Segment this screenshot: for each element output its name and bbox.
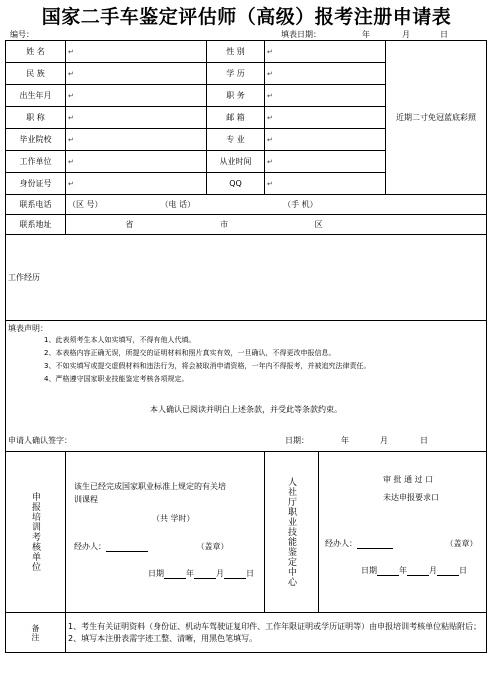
address-district: 区 <box>314 220 323 229</box>
photo-note: 近期二寸免冠蓝底彩照 <box>396 113 476 122</box>
training-handler-label: 经办人： <box>74 542 106 551</box>
decl-month: 月 <box>380 436 388 445</box>
input-phone[interactable] <box>66 195 487 215</box>
center-year: 年 <box>399 566 407 575</box>
label-birth: 出生年月 <box>6 85 66 107</box>
input-mail[interactable]: ↵ <box>265 107 386 129</box>
input-title-rank[interactable]: ↵ <box>66 107 207 129</box>
fill-date-year: 年 <box>362 30 370 39</box>
input-employer[interactable]: ↵ <box>66 151 207 173</box>
label-mail: 邮 箱 <box>207 107 265 129</box>
form-title: 国家二手车鉴定评估师（高级）报考注册申请表 <box>41 6 452 28</box>
registration-form <box>5 40 487 653</box>
notes-line-2: 2、填写本注册表需字迹工整、清晰，用黑色笔填写。 <box>68 633 258 643</box>
notes-label: 备注 <box>31 623 40 642</box>
training-text-1: 该生已经完成国家职业标准上规定的有关培 <box>74 482 226 491</box>
notes-line-1: 1、考生有关证明资料（身份证、机动车驾驶证复印件、工作年限证明或学历证明等）由申报培训考核单位粘贴附后； <box>68 621 482 631</box>
input-ethnicity[interactable]: ↵ <box>66 63 207 85</box>
notes-label-cell <box>6 613 66 653</box>
work-exp-label: 工作经历 <box>8 273 40 282</box>
phone-mobile: （手 机） <box>283 200 318 209</box>
training-day: 日 <box>246 569 254 578</box>
training-handler-line[interactable] <box>106 542 148 552</box>
work-experience-cell[interactable] <box>6 235 487 321</box>
label-title-rank: 职 称 <box>6 107 66 129</box>
label-gender: 性 别 <box>207 41 265 63</box>
sign-label: 申请人确认签字： <box>8 436 72 445</box>
center-seal: （盖章） <box>445 539 478 548</box>
input-address[interactable] <box>66 215 487 235</box>
center-month: 月 <box>429 566 437 575</box>
decl-date-label: 日期： <box>285 436 309 445</box>
training-unit-label-cell <box>6 452 66 613</box>
input-qq[interactable]: ↵ <box>265 173 386 195</box>
training-unit-label: 申报培训考核单位 <box>30 492 40 572</box>
label-phone: 联系电话 <box>6 195 66 215</box>
declaration-confirm: 本人确认已阅读并明白上述条款，并受此等条款约束。 <box>150 405 342 414</box>
center-unmet: 未达申报要求口 <box>383 493 439 502</box>
label-name: 姓 名 <box>6 41 66 63</box>
input-name[interactable]: ↵ <box>66 41 207 63</box>
center-box[interactable] <box>319 452 487 613</box>
input-school[interactable]: ↵ <box>66 129 207 151</box>
training-date-label: 日期 <box>148 569 164 578</box>
fill-date-day: 日 <box>440 30 448 39</box>
label-duty: 职 务 <box>207 85 265 107</box>
training-text-2: 训课程 <box>74 495 98 504</box>
center-approve: 审 批 通 过 口 <box>383 475 434 484</box>
label-major: 专 业 <box>207 129 265 151</box>
photo-box <box>386 41 487 195</box>
training-month: 月 <box>216 569 224 578</box>
input-id-no[interactable]: ↵ <box>66 173 207 195</box>
declaration-item-1: 1、此表须考生本人如实填写，不得有他人代填。 <box>44 336 196 344</box>
label-employer: 工作单位 <box>6 151 66 173</box>
input-major[interactable]: ↵ <box>265 129 386 151</box>
phone-area: （区 号） <box>68 200 103 209</box>
declaration-heading: 填表声明： <box>8 324 48 333</box>
center-date-label: 日期 <box>361 566 377 575</box>
center-label: 人社厅职业技能鉴定中心 <box>286 477 296 587</box>
training-year: 年 <box>186 569 194 578</box>
serial-label: 编号： <box>10 30 34 39</box>
fill-date-month: 月 <box>402 30 410 39</box>
label-school: 毕业院校 <box>6 129 66 151</box>
center-handler-line[interactable] <box>357 539 393 549</box>
label-id-no: 身份证号 <box>6 173 66 195</box>
decl-day: 日 <box>420 436 428 445</box>
center-handler-label: 经办人： <box>325 539 357 548</box>
label-career-time: 从业时间 <box>207 151 265 173</box>
decl-year: 年 <box>341 436 349 445</box>
training-hours: （共 学时） <box>152 514 195 523</box>
input-career-time[interactable]: ↵ <box>265 151 386 173</box>
label-qq: QQ <box>207 173 265 195</box>
declaration-item-4: 4、严格遵守国家职业技能鉴定考核各项规定。 <box>44 375 189 383</box>
address-city: 市 <box>220 220 229 229</box>
label-address: 联系地址 <box>6 215 66 235</box>
notes-box <box>66 613 487 653</box>
center-label-cell <box>265 452 319 613</box>
center-day: 日 <box>459 566 467 575</box>
training-seal: （盖章） <box>196 542 229 551</box>
declaration-item-2: 2、本表格内容正确无误，所提交的证明材料和照片真实有效，一旦确认，不得更改申报信息。 <box>44 349 336 357</box>
address-province: 省 <box>125 220 134 229</box>
fill-date-label: 填表日期： <box>281 30 321 39</box>
input-birth[interactable]: ↵ <box>66 85 207 107</box>
label-education: 学 历 <box>207 63 265 85</box>
input-gender[interactable]: ↵ <box>265 41 386 63</box>
declaration-box <box>6 321 487 452</box>
input-duty[interactable]: ↵ <box>265 85 386 107</box>
phone-tel: （电 话） <box>160 200 196 209</box>
label-ethnicity: 民 族 <box>6 63 66 85</box>
input-education[interactable]: ↵ <box>265 63 386 85</box>
declaration-item-3: 3、不如实填写或提交虚假材料和违法行为，将会被取消申请资格，一年内不得报考，并被追究法律责任。 <box>44 362 371 370</box>
training-unit-box[interactable] <box>66 452 265 613</box>
